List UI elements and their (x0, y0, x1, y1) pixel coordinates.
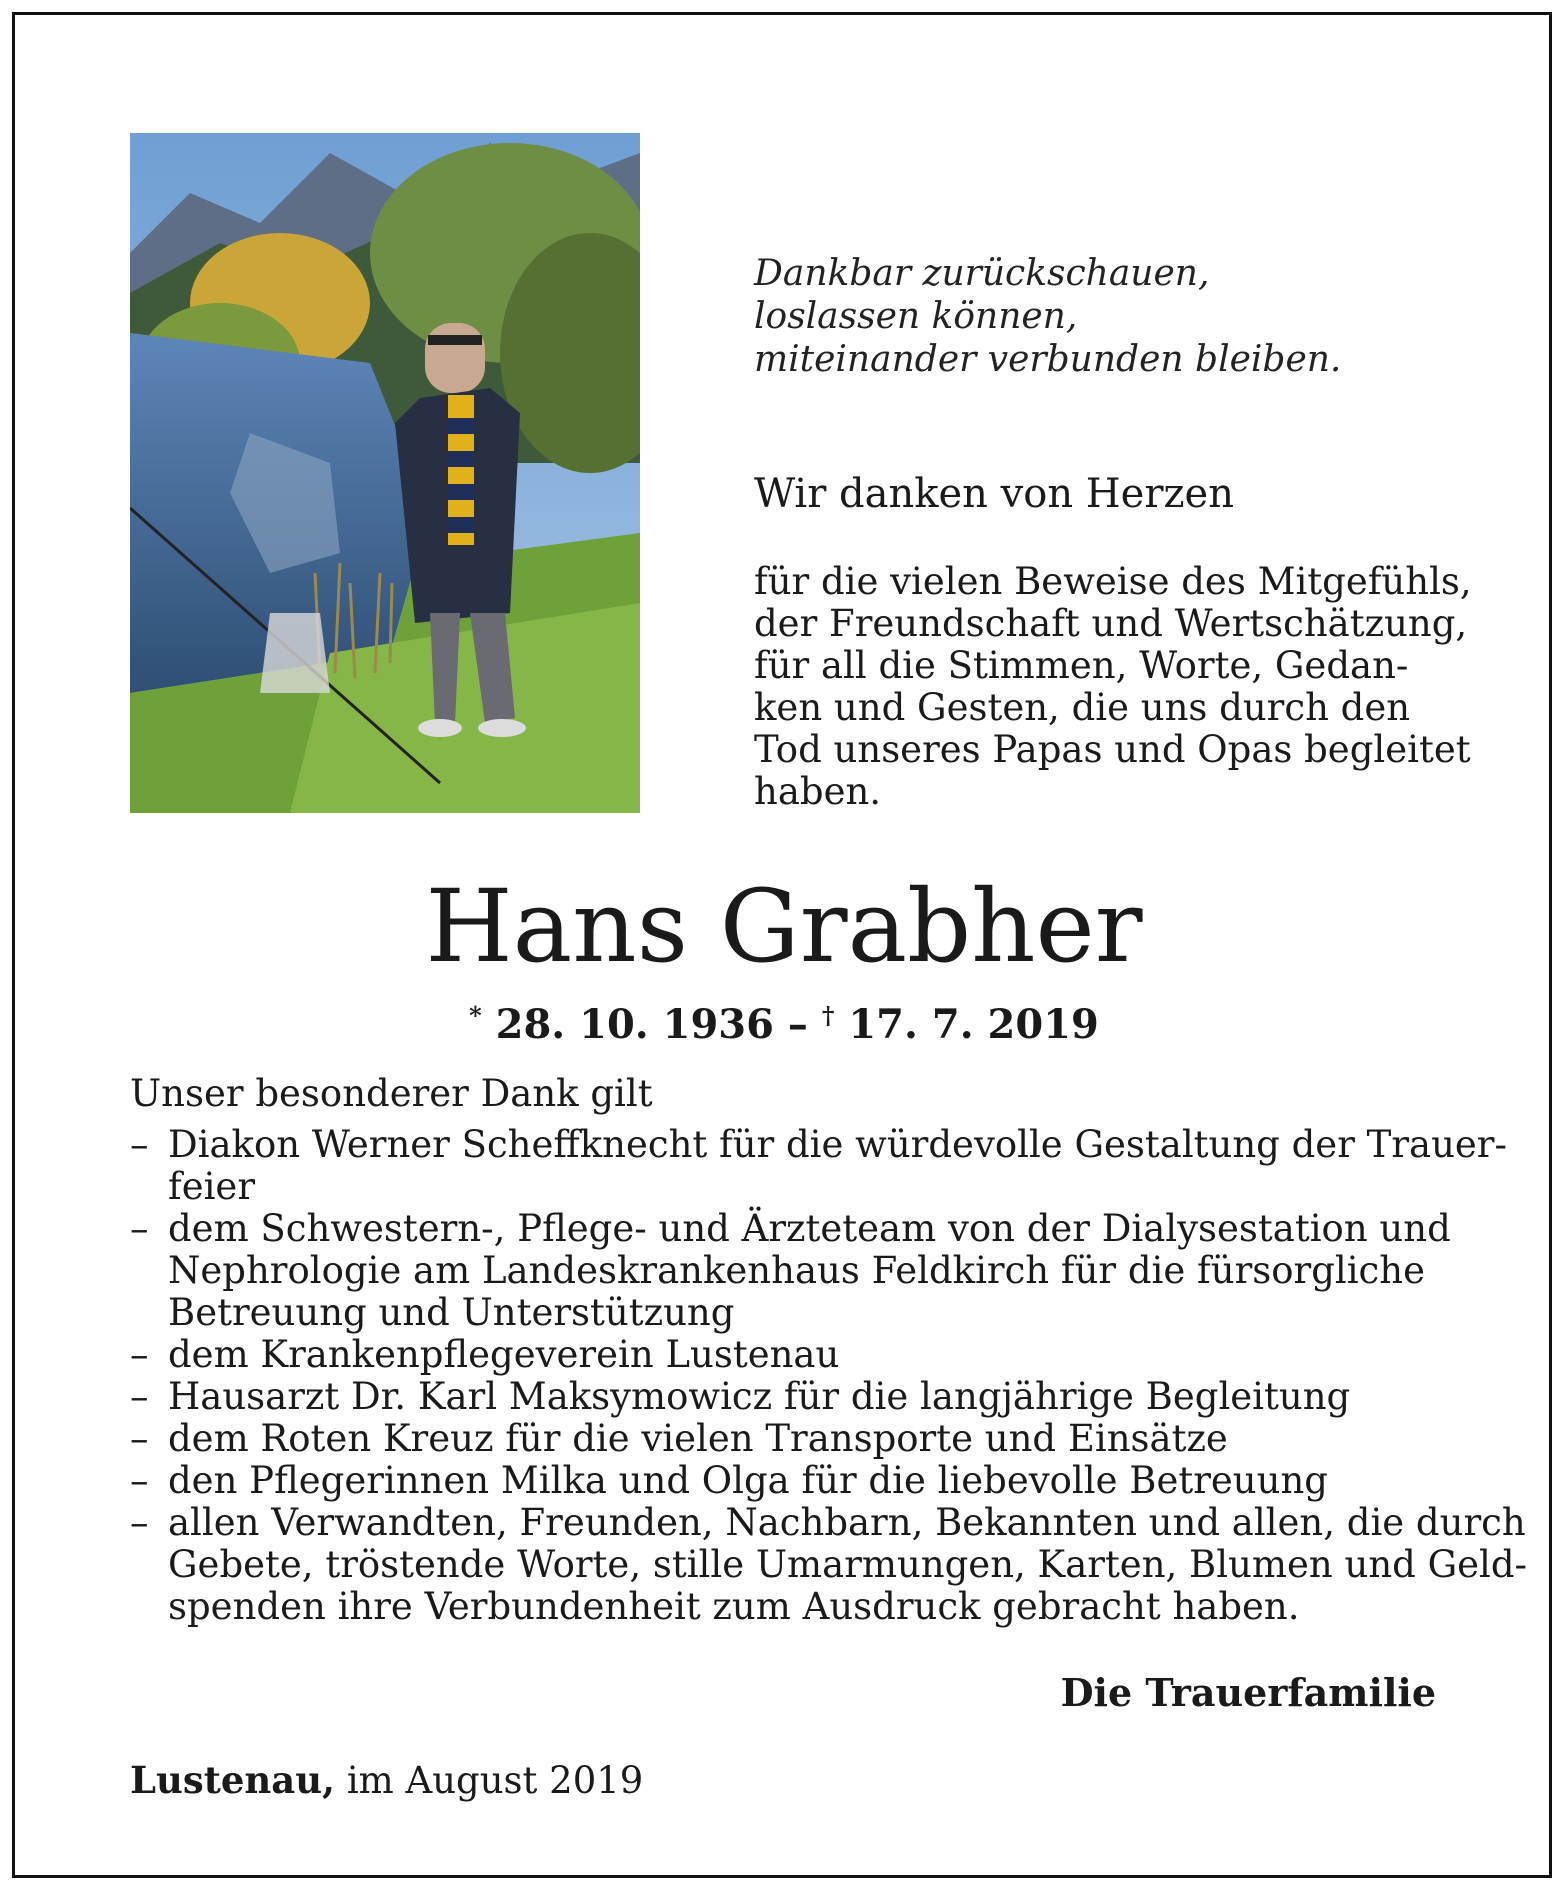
list-item-line: dem Krankenpflegeverein Lustenau (168, 1333, 840, 1376)
portrait-photo-icon (130, 133, 640, 813)
dash-marker: – (130, 1501, 149, 1544)
list-item-line: Nephrologie am Landeskrankenhaus Feldkirch für die fürsorgliche (168, 1249, 1426, 1292)
list-item-line: dem Schwestern-, Pflege- und Ärzteteam von der Dialysestation und (168, 1207, 1451, 1250)
list-item (130, 1460, 1436, 1502)
birth-date: 28. 10. 1936 (495, 1001, 774, 1048)
thanks-line: der Freundschaft und Wertschätzung, (754, 602, 1468, 645)
dash-marker: – (130, 1207, 149, 1250)
place-date (130, 1757, 643, 1804)
thanks-line: Tod unseres Papas und Opas begleitet (754, 728, 1471, 771)
portrait-photo (130, 133, 640, 813)
list-item-line: Hausarzt Dr. Karl Maksymowicz für die langjährige Begleitung (168, 1375, 1351, 1418)
list-item (130, 1501, 1528, 1628)
list-item-line: allen Verwandten, Freunden, Nachbarn, Bekannten und allen, die durch (168, 1501, 1526, 1544)
list-item-line: feier (168, 1165, 256, 1208)
dash-marker: – (130, 1123, 149, 1166)
motto-line: Dankbar zurückschauen, (754, 253, 1210, 294)
thanks-line-text: für die vielen Beweise des Mitgefühls, (754, 560, 1472, 603)
thanks-line: für all die Stimmen, Worte, Gedan- (754, 644, 1409, 687)
acknowledgements-intro: Unser besonderer Dank gilt (130, 1072, 653, 1115)
list-item (130, 1376, 1436, 1418)
list-item-line: dem Roten Kreuz für die vielen Transporte und Einsätze (168, 1417, 1228, 1460)
birth-symbol: * (469, 1001, 482, 1030)
list-item (130, 1334, 1436, 1376)
motto-line: miteinander verbunden bleiben. (754, 339, 1342, 380)
dash-marker: – (130, 1333, 149, 1376)
death-date: 17. 7. 2019 (848, 1001, 1099, 1048)
thanks-heading: Wir danken von Herzen (754, 471, 1234, 517)
list-item (130, 1123, 1507, 1208)
list-item-line: den Pflegerinnen Milka und Olga für die liebevolle Betreuung (168, 1459, 1328, 1502)
life-dates (0, 992, 1568, 1049)
dash-marker: – (130, 1459, 149, 1502)
thanks-line: ken und Gesten, die uns durch den (754, 686, 1411, 729)
dash-marker: – (130, 1417, 149, 1460)
death-symbol: † (821, 1001, 835, 1030)
deceased-name: Hans Grabher (425, 868, 1143, 985)
thanks-paragraph (754, 560, 1472, 813)
list-item-line: spenden ihre Verbundenheit zum Ausdruck gebracht haben. (168, 1585, 1300, 1628)
list-item-line: Gebete, tröstende Worte, stille Umarmungen, Karten, Blumen und Geld- (168, 1543, 1528, 1586)
thanks-line: haben. (754, 770, 882, 813)
list-item (130, 1207, 1451, 1334)
list-item-line: Diakon Werner Scheffknecht für die würdevolle Gestaltung der Trauer- (168, 1123, 1507, 1166)
acknowledgements-list (130, 1123, 1528, 1628)
thanks-line (754, 560, 1472, 603)
list-item (130, 1418, 1436, 1460)
motto-verse (754, 252, 1341, 381)
place-town: Lustenau, (130, 1758, 336, 1802)
place-date-text: im August 2019 (346, 1759, 644, 1802)
date-separator: – (787, 1001, 808, 1048)
signature: Die Trauerfamilie (1060, 1670, 1436, 1715)
list-item-line: Betreuung und Unterstützung (168, 1291, 735, 1334)
motto-line: loslassen können, (754, 296, 1078, 337)
dash-marker: – (130, 1375, 149, 1418)
